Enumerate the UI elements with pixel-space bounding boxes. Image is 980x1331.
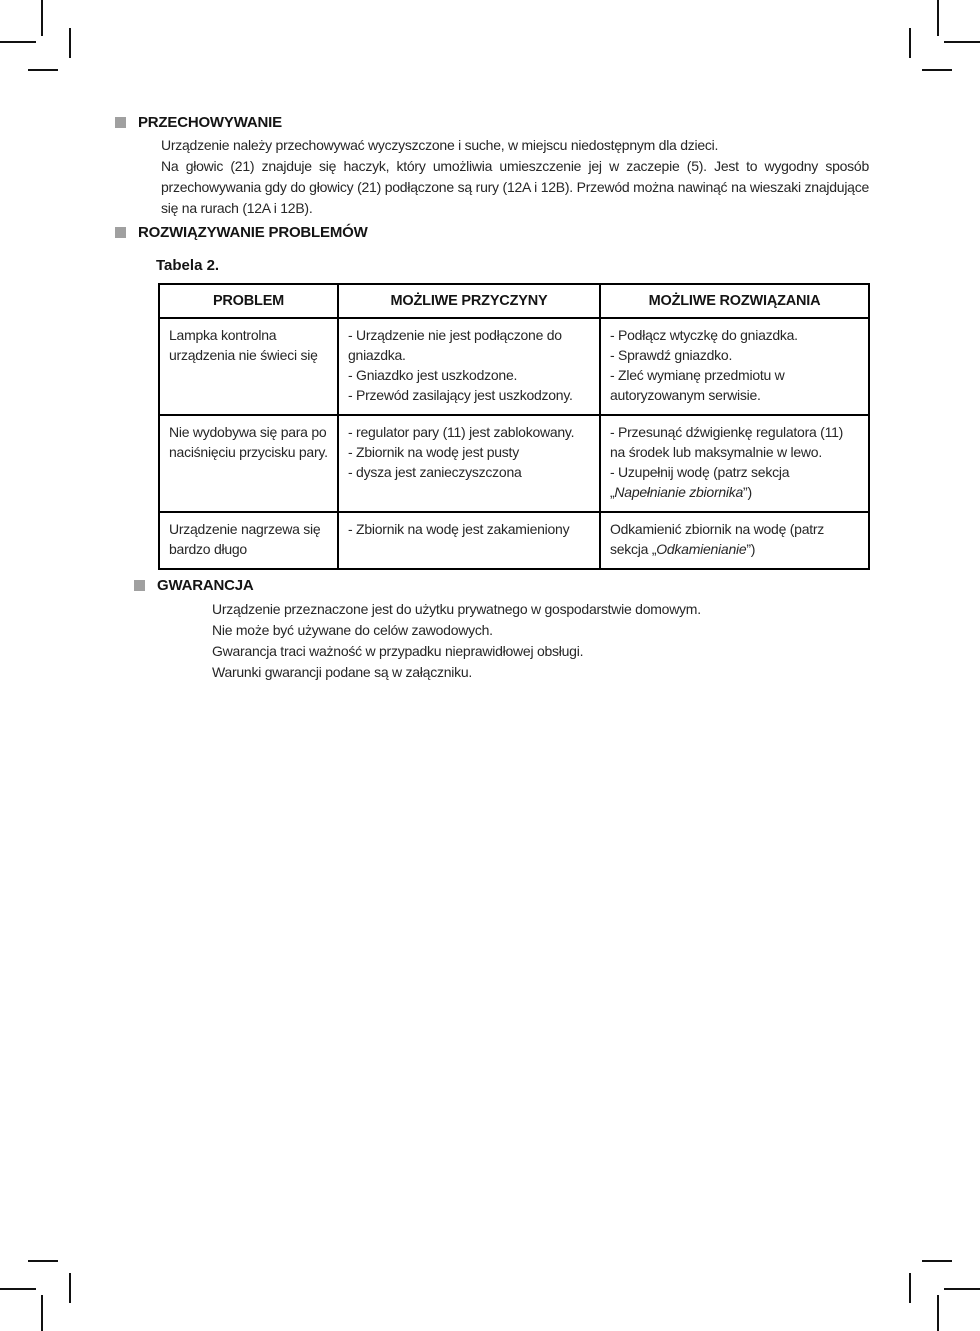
crop-mark	[909, 28, 911, 58]
table-row	[159, 415, 869, 512]
crop-mark	[41, 1295, 43, 1331]
table-cell-line: - regulator pary (11) jest zablokowany.	[348, 424, 575, 440]
section-heading-row	[115, 225, 871, 240]
table-cell-line: Nie wydobywa się para po naciśnięciu przycisku pary.	[169, 424, 328, 460]
table-cell-line: - Przewód zasilający jest uszkodzony.	[348, 387, 573, 403]
table-cell-causes	[338, 415, 600, 512]
crop-mark	[922, 1260, 952, 1262]
table-cell-line: Odkamienić zbiornik na wodę (patrz sekcja „Odkamienianie”)	[610, 521, 825, 557]
section-heading-gwarancja: GWARANCJA	[157, 577, 254, 594]
table-cell-solutions	[600, 415, 869, 512]
table-cell-line: - Zbiornik na wodę jest pusty	[348, 444, 519, 460]
table-cell-line: - Uzupełnij wodę (patrz sekcja „Napełnianie zbiornika”)	[610, 464, 790, 500]
table-cell-line: Urządzenie nagrzewa się bardzo długo	[169, 521, 321, 557]
section-heading-przechowywanie: PRZECHOWYWANIE	[138, 114, 282, 131]
crop-mark	[922, 69, 952, 71]
section-storage	[115, 115, 871, 219]
table-header-causes: MOŻLIWE PRZYCZYNY	[338, 284, 600, 318]
table-cell-line: - dysza jest zanieczyszczona	[348, 464, 522, 480]
table-header-solutions: MOŻLIWE ROZWIĄZANIA	[600, 284, 869, 318]
section-warranty	[134, 578, 874, 683]
table-cell-solutions	[600, 512, 869, 569]
table-cell-line: - Zbiornik na wodę jest zakamieniony	[348, 521, 570, 537]
table-caption: Tabela 2.	[156, 257, 220, 274]
crop-mark	[909, 1273, 911, 1303]
paragraph: Warunki gwarancji podane są w załączniku.	[212, 664, 473, 680]
section-troubleshooting	[115, 225, 871, 570]
paragraph: Na głowic (21) znajduje się haczyk, który umożliwia umieszczenie jej w zaczepie (5). Jest to wygodny sposób przechowywania gdy do głowicy (21) podłączone są rury (12A i 12B). Przewód można nawinąć na wieszaki znajdujące się na rurach (12A i 12B).	[161, 158, 869, 216]
table-cell-problem	[159, 415, 338, 512]
paragraph: Urządzenie przeznaczone jest do użytku prywatnego w gospodarstwie domowym.	[212, 601, 701, 617]
paragraph: Gwarancja traci ważność w przypadku nieprawidłowej obsługi.	[212, 643, 584, 659]
table-cell-line: - Urządzenie nie jest podłączone do gniazdka.	[348, 327, 562, 363]
table-cell-line: - Zleć wymianę przedmiotu w autoryzowanym serwisie.	[610, 367, 785, 403]
table-cell-line: - Sprawdź gniazdko.	[610, 347, 733, 363]
section-marker	[115, 117, 126, 128]
crop-mark	[69, 1273, 71, 1303]
table-row	[159, 318, 869, 415]
table-header-row	[159, 284, 869, 318]
table-cell-line: - Gniazdko jest uszkodzone.	[348, 367, 518, 383]
table-header-problem: PROBLEM	[159, 284, 338, 318]
paragraph: Nie może być używane do celów zawodowych.	[212, 622, 493, 638]
crop-mark	[944, 41, 980, 43]
table-cell-causes	[338, 318, 600, 415]
troubleshooting-table	[158, 283, 870, 570]
storage-body	[161, 135, 869, 219]
paragraph: Urządzenie należy przechowywać wyczyszczone i suche, w miejscu niedostępnym dla dzieci.	[161, 137, 719, 153]
table-cell-problem	[159, 512, 338, 569]
crop-mark	[937, 1295, 939, 1331]
section-marker	[134, 580, 145, 591]
crop-mark	[41, 0, 43, 36]
crop-mark	[28, 69, 58, 71]
crop-mark	[944, 1288, 980, 1290]
warranty-body	[212, 599, 874, 683]
section-heading-row	[134, 578, 874, 593]
table-cell-line: - Podłącz wtyczkę do gniazdka.	[610, 327, 798, 343]
section-marker	[115, 227, 126, 238]
table-cell-solutions	[600, 318, 869, 415]
section-heading-row	[115, 115, 871, 130]
table-cell-causes	[338, 512, 600, 569]
troubleshooting-table-body	[159, 318, 869, 569]
crop-mark	[937, 0, 939, 36]
section-heading-rozwiazywanie-problemow: ROZWIĄZYWANIE PROBLEMÓW	[138, 224, 368, 241]
crop-mark	[69, 28, 71, 58]
table-row	[159, 512, 869, 569]
table-cell-problem	[159, 318, 338, 415]
table-cell-line: Lampka kontrolna urządzenia nie świeci się	[169, 327, 318, 363]
crop-mark	[0, 41, 36, 43]
crop-mark	[28, 1260, 58, 1262]
table-cell-line: - Przesunąć dźwigienkę regulatora (11) na środek lub maksymalnie w lewo.	[610, 424, 844, 460]
crop-mark	[0, 1288, 36, 1290]
